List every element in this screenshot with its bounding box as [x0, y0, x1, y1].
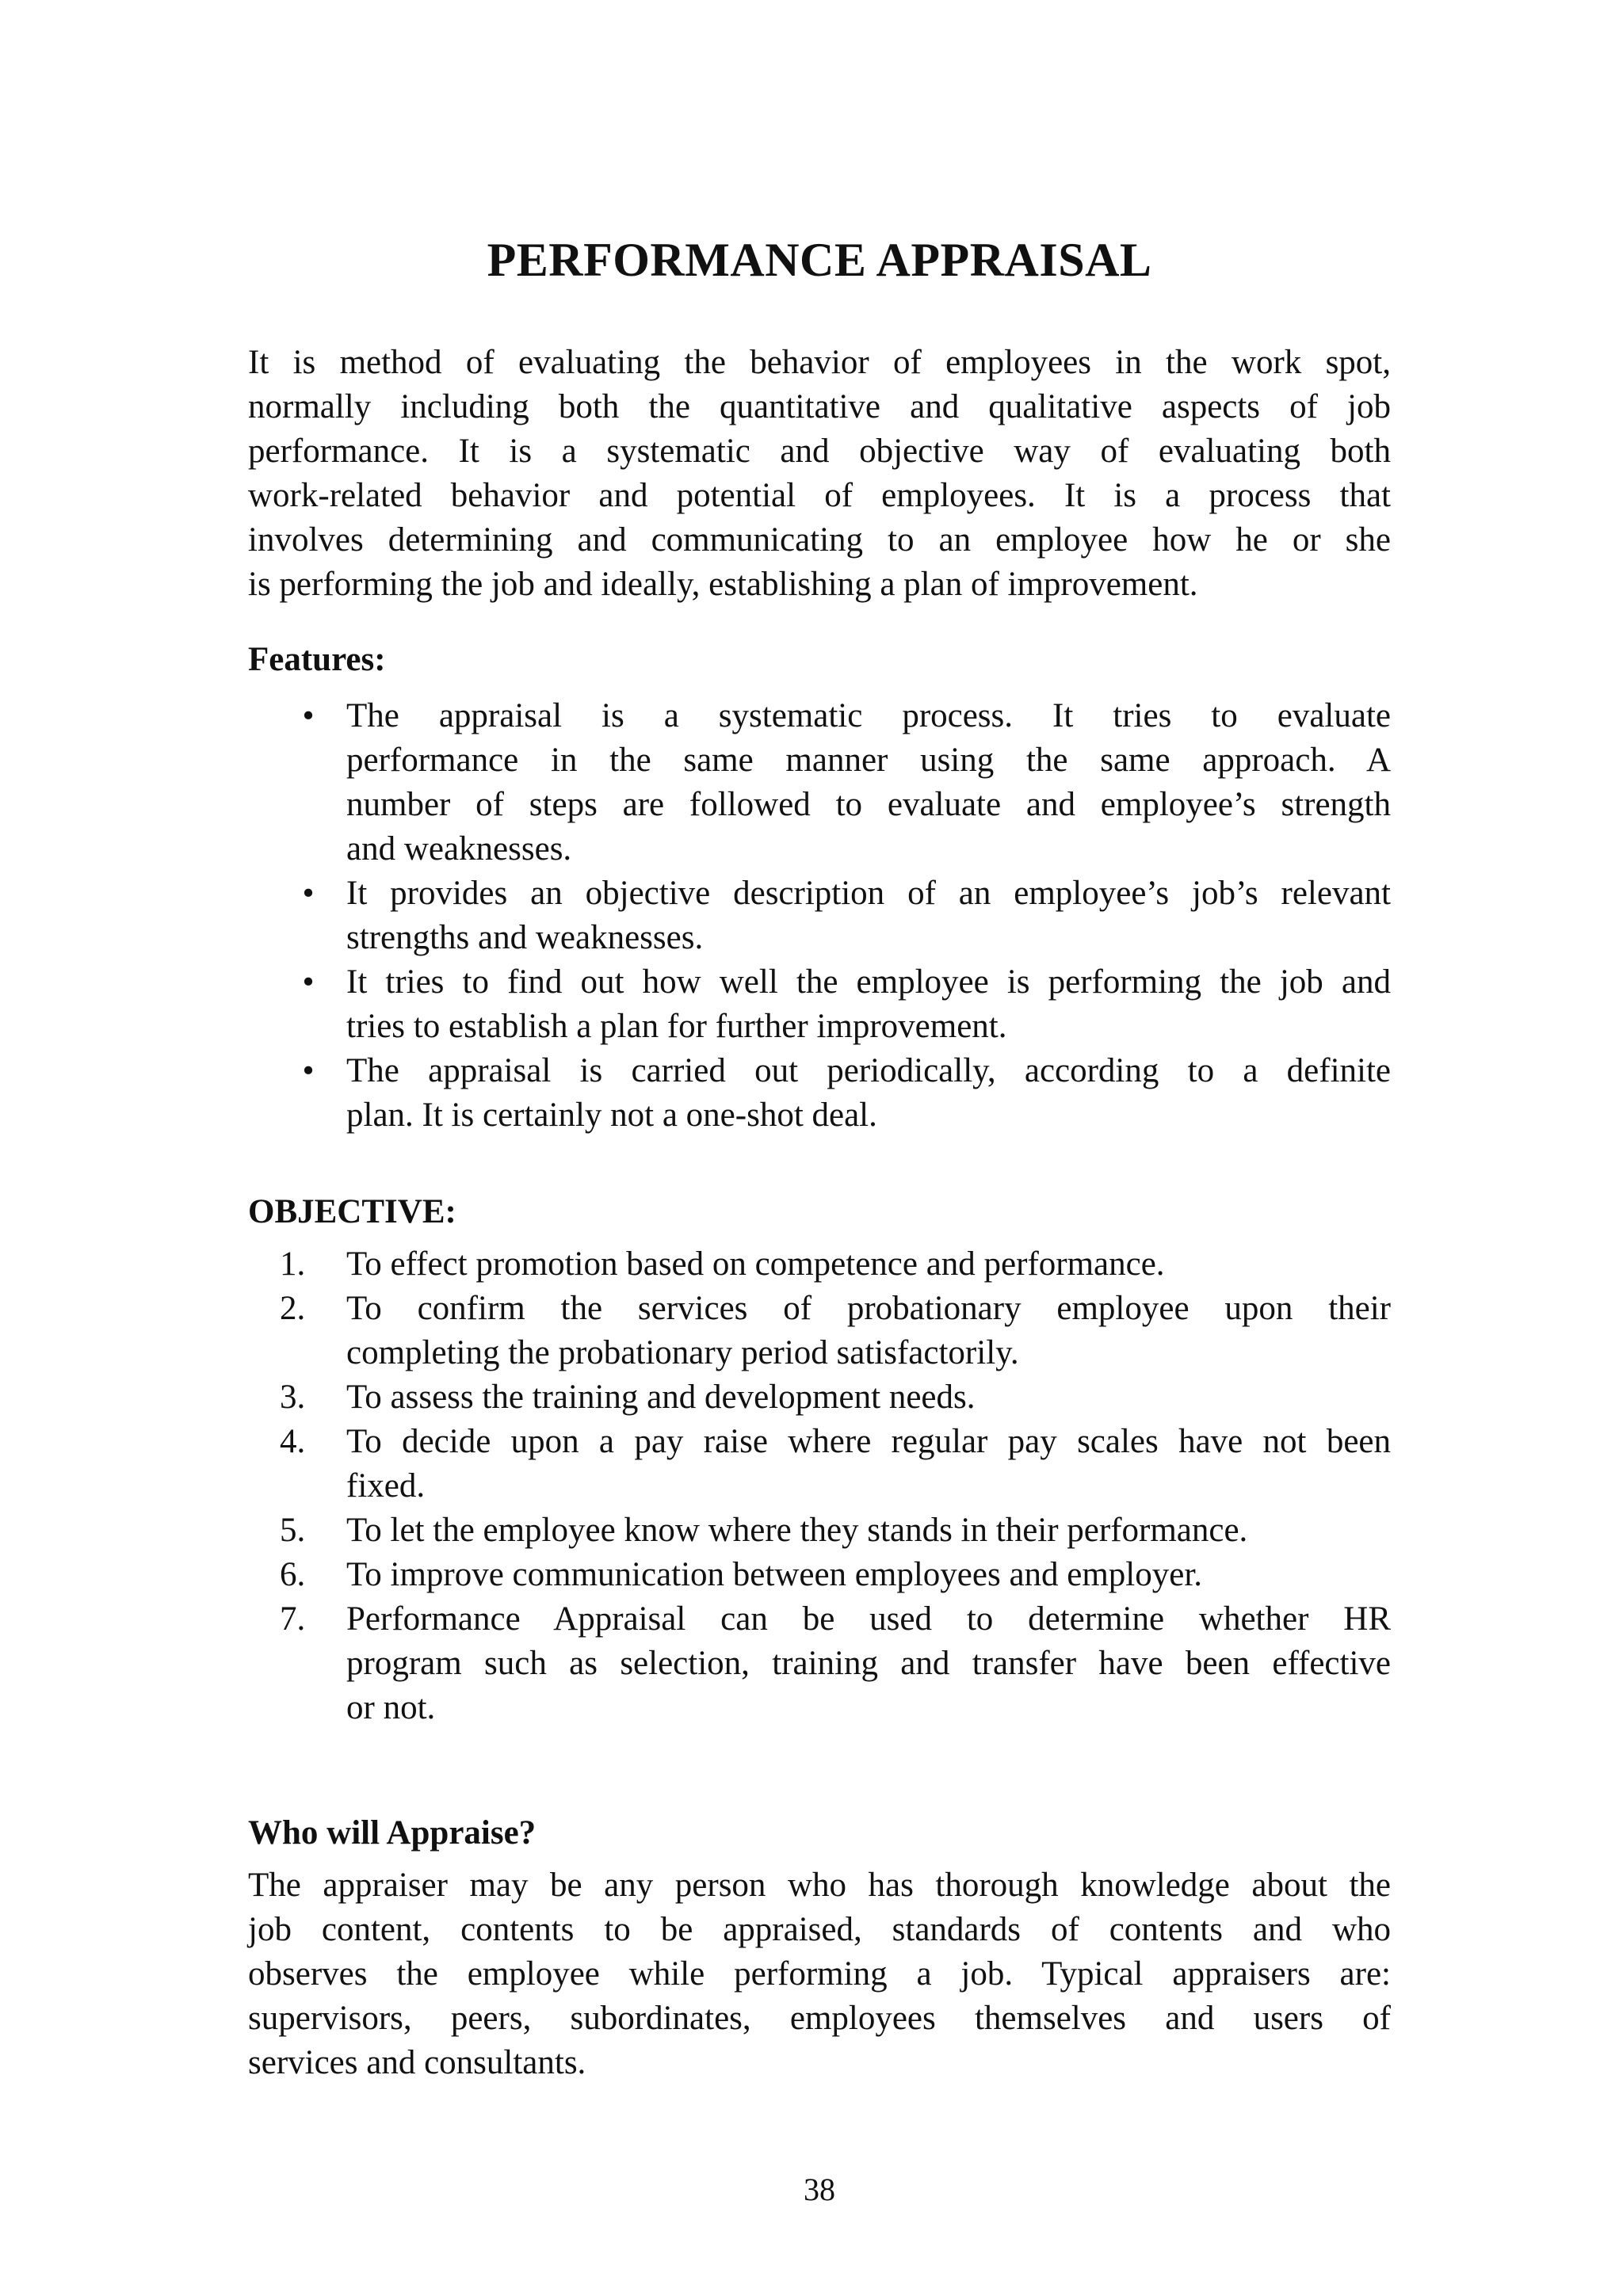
- objective-number: 6.: [280, 1556, 306, 1593]
- intro-paragraph: [248, 341, 1391, 607]
- feature-line: number of steps are followed to evaluate and employee’s strength: [346, 786, 1391, 823]
- feature-line: The appraisal is a systematic process. It tries to evaluate: [346, 697, 1391, 734]
- objective-item: [248, 1597, 1391, 1730]
- feature-line: performance in the same manner using the same approach. A: [346, 742, 1391, 779]
- objective-line: To let the employee know where they stands in their performance.: [346, 1512, 1248, 1549]
- objective-item: [248, 1420, 1391, 1508]
- bullet-icon: •: [302, 875, 315, 912]
- bullet-icon: •: [302, 963, 315, 1001]
- feature-line: strengths and weaknesses.: [346, 919, 704, 956]
- objective-item: [248, 1242, 1391, 1287]
- feature-line: It tries to find out how well the employee is performing the job and: [346, 963, 1391, 1001]
- objective-line: To improve communication between employees and employer.: [346, 1556, 1203, 1593]
- feature-line: and weaknesses.: [346, 830, 572, 868]
- intro-line: performance. It is a systematic and objective way of evaluating both: [248, 433, 1391, 470]
- page-title: PERFORMANCE APPRAISAL: [487, 234, 1152, 286]
- who-line: observes the employee while performing a job. Typical appraisers are:: [248, 1955, 1391, 1993]
- who-line: supervisors, peers, subordinates, employees themselves and users of: [248, 2000, 1391, 2037]
- objective-line: To assess the training and development needs.: [346, 1379, 976, 1416]
- feature-line: It provides an objective description of an employee’s job’s relevant: [346, 875, 1391, 912]
- feature-line: tries to establish a plan for further improvement.: [346, 1008, 1007, 1045]
- objective-line: program such as selection, training and transfer have been effective: [346, 1645, 1391, 1682]
- objective-item: [248, 1287, 1391, 1375]
- objective-line: completing the probationary period satisfactorily.: [346, 1334, 1019, 1371]
- objective-list: [248, 1242, 1391, 1730]
- objective-item: [248, 1508, 1391, 1553]
- who-line: job content, contents to be appraised, standards of contents and who: [248, 1911, 1391, 1948]
- objective-line: To decide upon a pay raise where regular pay scales have not been: [346, 1423, 1391, 1460]
- feature-line: The appraisal is carried out periodically, according to a definite: [346, 1052, 1391, 1089]
- intro-line: work-related behavior and potential of employees. It is a process that: [248, 477, 1391, 514]
- intro-line: is performing the job and ideally, establishing a plan of improvement.: [248, 566, 1198, 603]
- feature-item: [248, 694, 1391, 871]
- who-paragraph: [248, 1863, 1391, 2085]
- objective-number: 2.: [280, 1290, 306, 1327]
- feature-item: [248, 960, 1391, 1049]
- objective-heading: OBJECTIVE:: [248, 1193, 456, 1230]
- features-heading: Features:: [248, 641, 386, 678]
- intro-line: It is method of evaluating the behavior of employees in the work spot,: [248, 344, 1391, 381]
- feature-line: plan. It is certainly not a one-shot deal.: [346, 1097, 877, 1134]
- objective-item: [248, 1375, 1391, 1420]
- objective-line: To effect promotion based on competence and performance.: [346, 1245, 1165, 1283]
- intro-line: normally including both the quantitative and qualitative aspects of job: [248, 388, 1391, 425]
- who-line: The appraiser may be any person who has thorough knowledge about the: [248, 1867, 1391, 1904]
- objective-line: or not.: [346, 1689, 436, 1726]
- objective-number: 4.: [280, 1423, 306, 1460]
- feature-item: [248, 871, 1391, 960]
- objective-line: Performance Appraisal can be used to determine whether HR: [346, 1600, 1391, 1638]
- objective-item: [248, 1553, 1391, 1597]
- objective-number: 7.: [280, 1600, 306, 1638]
- feature-item: [248, 1049, 1391, 1138]
- objective-number: 5.: [280, 1512, 306, 1549]
- who-line: services and consultants.: [248, 2044, 586, 2081]
- page-number: 38: [804, 2172, 835, 2207]
- intro-line: involves determining and communicating to an employee how he or she: [248, 521, 1391, 559]
- features-list: [248, 694, 1391, 1138]
- bullet-icon: •: [302, 697, 315, 734]
- objective-line: To confirm the services of probationary employee upon their: [346, 1290, 1391, 1327]
- objective-line: fixed.: [346, 1467, 426, 1505]
- bullet-icon: •: [302, 1052, 315, 1089]
- who-heading: Who will Appraise?: [248, 1814, 537, 1852]
- objective-number: 1.: [280, 1245, 306, 1283]
- objective-number: 3.: [280, 1379, 306, 1416]
